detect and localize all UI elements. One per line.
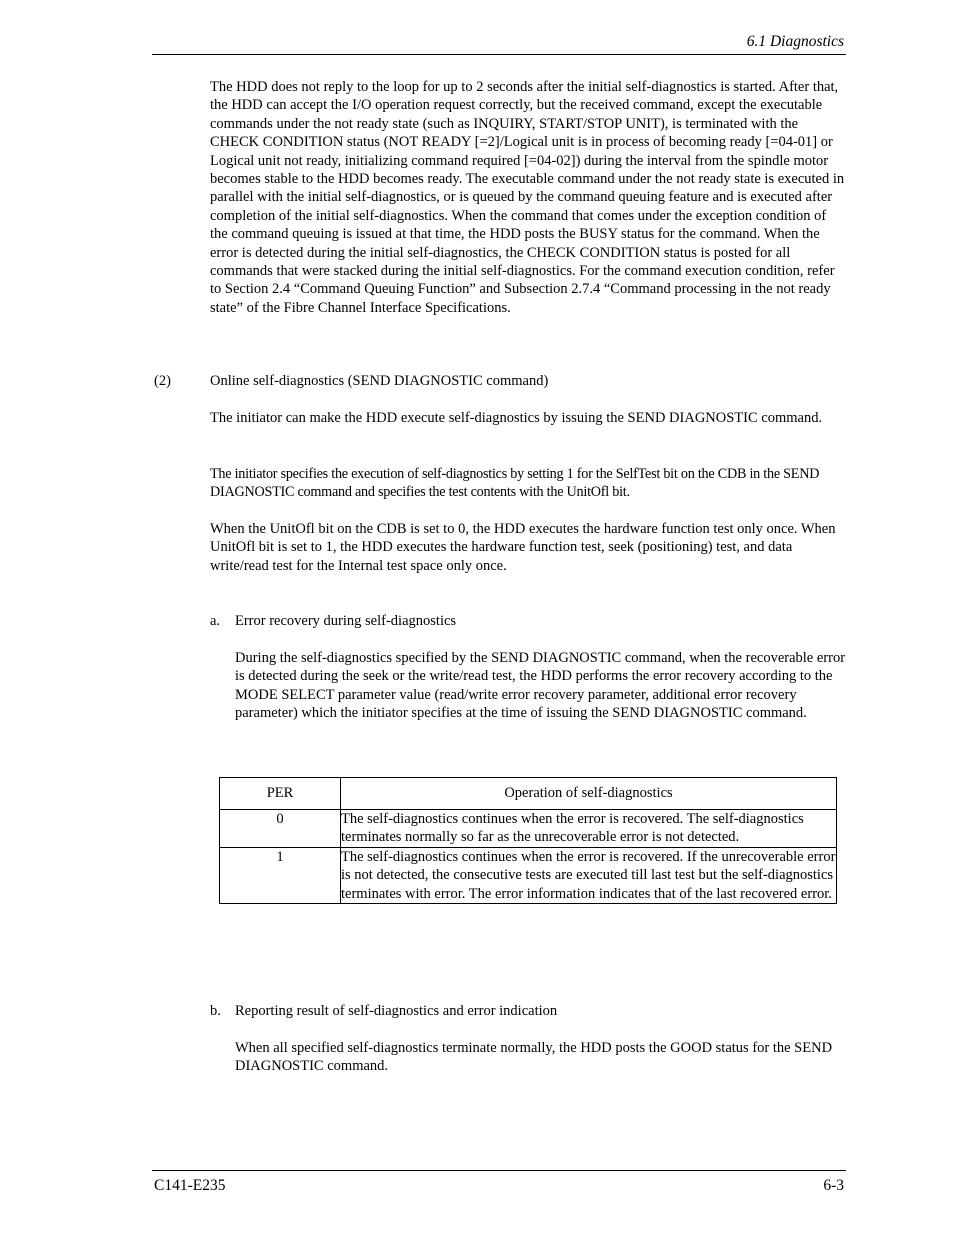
item-2-paragraph-2: The initiator specifies the execution of self-diagnostics by setting 1 for the SelfTest bit on the CDB in the SEND DIAGNOSTIC command and specifies the test contents with the UnitOfl bit. [210, 466, 820, 501]
item-b-paragraph: When all specified self-diagnostics terminate normally, the HDD posts the GOOD status for the SEND DIAGNOSTIC command. [235, 1040, 833, 1075]
item-a-paragraph: During the self-diagnostics specified by the SEND DIAGNOSTIC command, when the recoverable error is detected during the seek or the write/read test, the HDD performs the error recovery according to the MODE SELECT parameter value (read/write error recovery parameter, additional error recovery parameter) which the initiator specifies at the time of issuing the SEND DIAGNOSTIC command. [235, 650, 846, 722]
running-header: 6.1 Diagnostics [746, 33, 844, 50]
item-2-title: Online self-diagnostics (SEND DIAGNOSTIC command) [210, 373, 549, 389]
item-b-title: Reporting result of self-diagnostics and error indication [235, 1003, 558, 1019]
header-rule [152, 54, 846, 55]
item-a-title: Error recovery during self-diagnostics [235, 613, 457, 629]
table-row [220, 810, 837, 848]
column-header-operation: Operation of self-diagnostics [341, 778, 837, 810]
document-id: C141-E235 [154, 1177, 226, 1194]
per-operation-table [219, 777, 837, 904]
footer-rule [152, 1170, 846, 1171]
table-row [220, 847, 837, 903]
intro-paragraph: The HDD does not reply to the loop for up to 2 seconds after the initial self-diagnostics is started. After that, the HDD can accept the I/O operation request correctly, but the received command, except the executable commands under the not ready state (such as INQUIRY, START/STOP UNIT), is terminated with the CHECK CONDITION status (NOT READY [=2]/Logical unit is in process of becoming ready [=04-01] or Logical unit not ready, initializing command required [=04-02]) during the interval from the spindle motor becomes stable to the HDD becomes ready. The executable command under the not ready state is executed in parallel with the initial self-diagnostics, or is queued by the command queuing feature and is executed after completion of the initial self-diagnostics. When the command that comes under the exception condition of the command queuing is issued at that time, the HDD posts the BUSY status for the command. When the error is detected during the initial self-diagnostics, the CHECK CONDITION status is posted for all commands that were stacked during the initial self-diagnostics. For the command execution condition, refer to Section 2.4 “Command Queuing Function” and Subsection 2.7.4 “Command processing in the not ready state” of the Fibre Channel Interface Specifications. [210, 79, 845, 316]
per-value-cell: 1 [220, 847, 341, 903]
item-2-paragraph-3: When the UnitOfl bit on the CDB is set to 0, the HDD executes the hardware function test only once. When UnitOfl bit is set to 1, the HDD executes the hardware function test, seek (positioning) test, and data write/read test for the Internal test space only once. [210, 521, 836, 574]
item-a-label: a. [210, 613, 221, 629]
operation-cell: The self-diagnostics continues when the error is recovered. If the unrecoverable error is not detected, the consecutive tests are executed till last test but the self-diagnostics terminates with error. The error information indicates that of the last recovered error. [341, 848, 836, 902]
item-2-number: (2) [154, 373, 171, 389]
per-value-cell: 0 [220, 810, 341, 848]
page-number: 6-3 [823, 1177, 844, 1194]
table-header-row [220, 778, 837, 810]
item-2-paragraph-1: The initiator can make the HDD execute self-diagnostics by issuing the SEND DIAGNOSTIC command. [210, 410, 823, 426]
item-b-label: b. [210, 1003, 221, 1019]
operation-cell: The self-diagnostics continues when the error is recovered. The self-diagnostics terminates normally so far as the unrecoverable error is not detected. [341, 810, 837, 848]
column-header-per: PER [220, 778, 341, 810]
